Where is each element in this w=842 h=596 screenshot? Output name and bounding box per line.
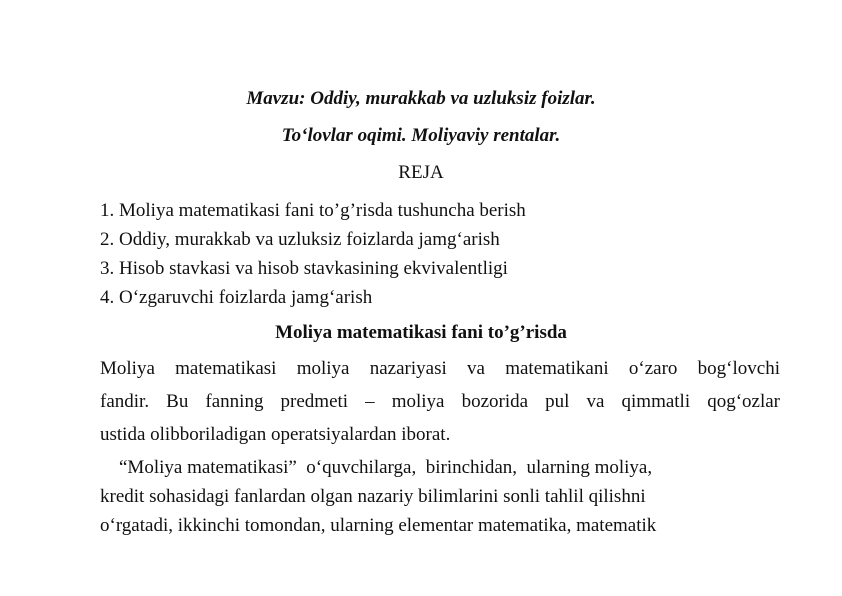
topic-title: Mavzu: Oddiy, murakkab va uzluksiz foizlar. [246, 88, 596, 109]
paragraph2-line2: kredit sohasidagi fanlardan olgan nazariy bilimlarini sonli tahlil qilishni [100, 486, 646, 507]
plan-heading: REJA [398, 162, 444, 183]
paragraph1-line1: Moliya matematikasi moliya nazariyasi va matematikani o‘zaro bog‘lovchi [100, 358, 780, 379]
paragraph1-line3: ustida olibboriladigan operatsiyalardan iborat. [100, 424, 451, 445]
section-heading: Moliya matematikasi fani to’g’risda [275, 322, 567, 343]
plan-item-4: 4. O‘zgaruvchi foizlarda jamg‘arish [100, 287, 373, 308]
paragraph2-line3: o‘rgatadi, ikkinchi tomondan, ularning elementar matematika, matematik [100, 515, 657, 536]
paragraph1-line2: fandir. Bu fanning predmeti – moliya bozorida pul va qimmatli qog‘ozlar [100, 391, 780, 412]
topic-subtitle: To‘lovlar oqimi. Moliyaviy rentalar. [281, 125, 561, 146]
plan-item-3: 3. Hisob stavkasi va hisob stavkasining ekvivalentligi [100, 258, 508, 279]
plan-item-2: 2. Oddiy, murakkab va uzluksiz foizlarda jamg‘arish [100, 229, 500, 250]
paragraph2-line1: “Moliya matematikasi” o‘quvchilarga, birinchidan, ularning moliya, [100, 457, 653, 478]
plan-item-1: 1. Moliya matematikasi fani to’g’risda tushuncha berish [100, 200, 526, 221]
